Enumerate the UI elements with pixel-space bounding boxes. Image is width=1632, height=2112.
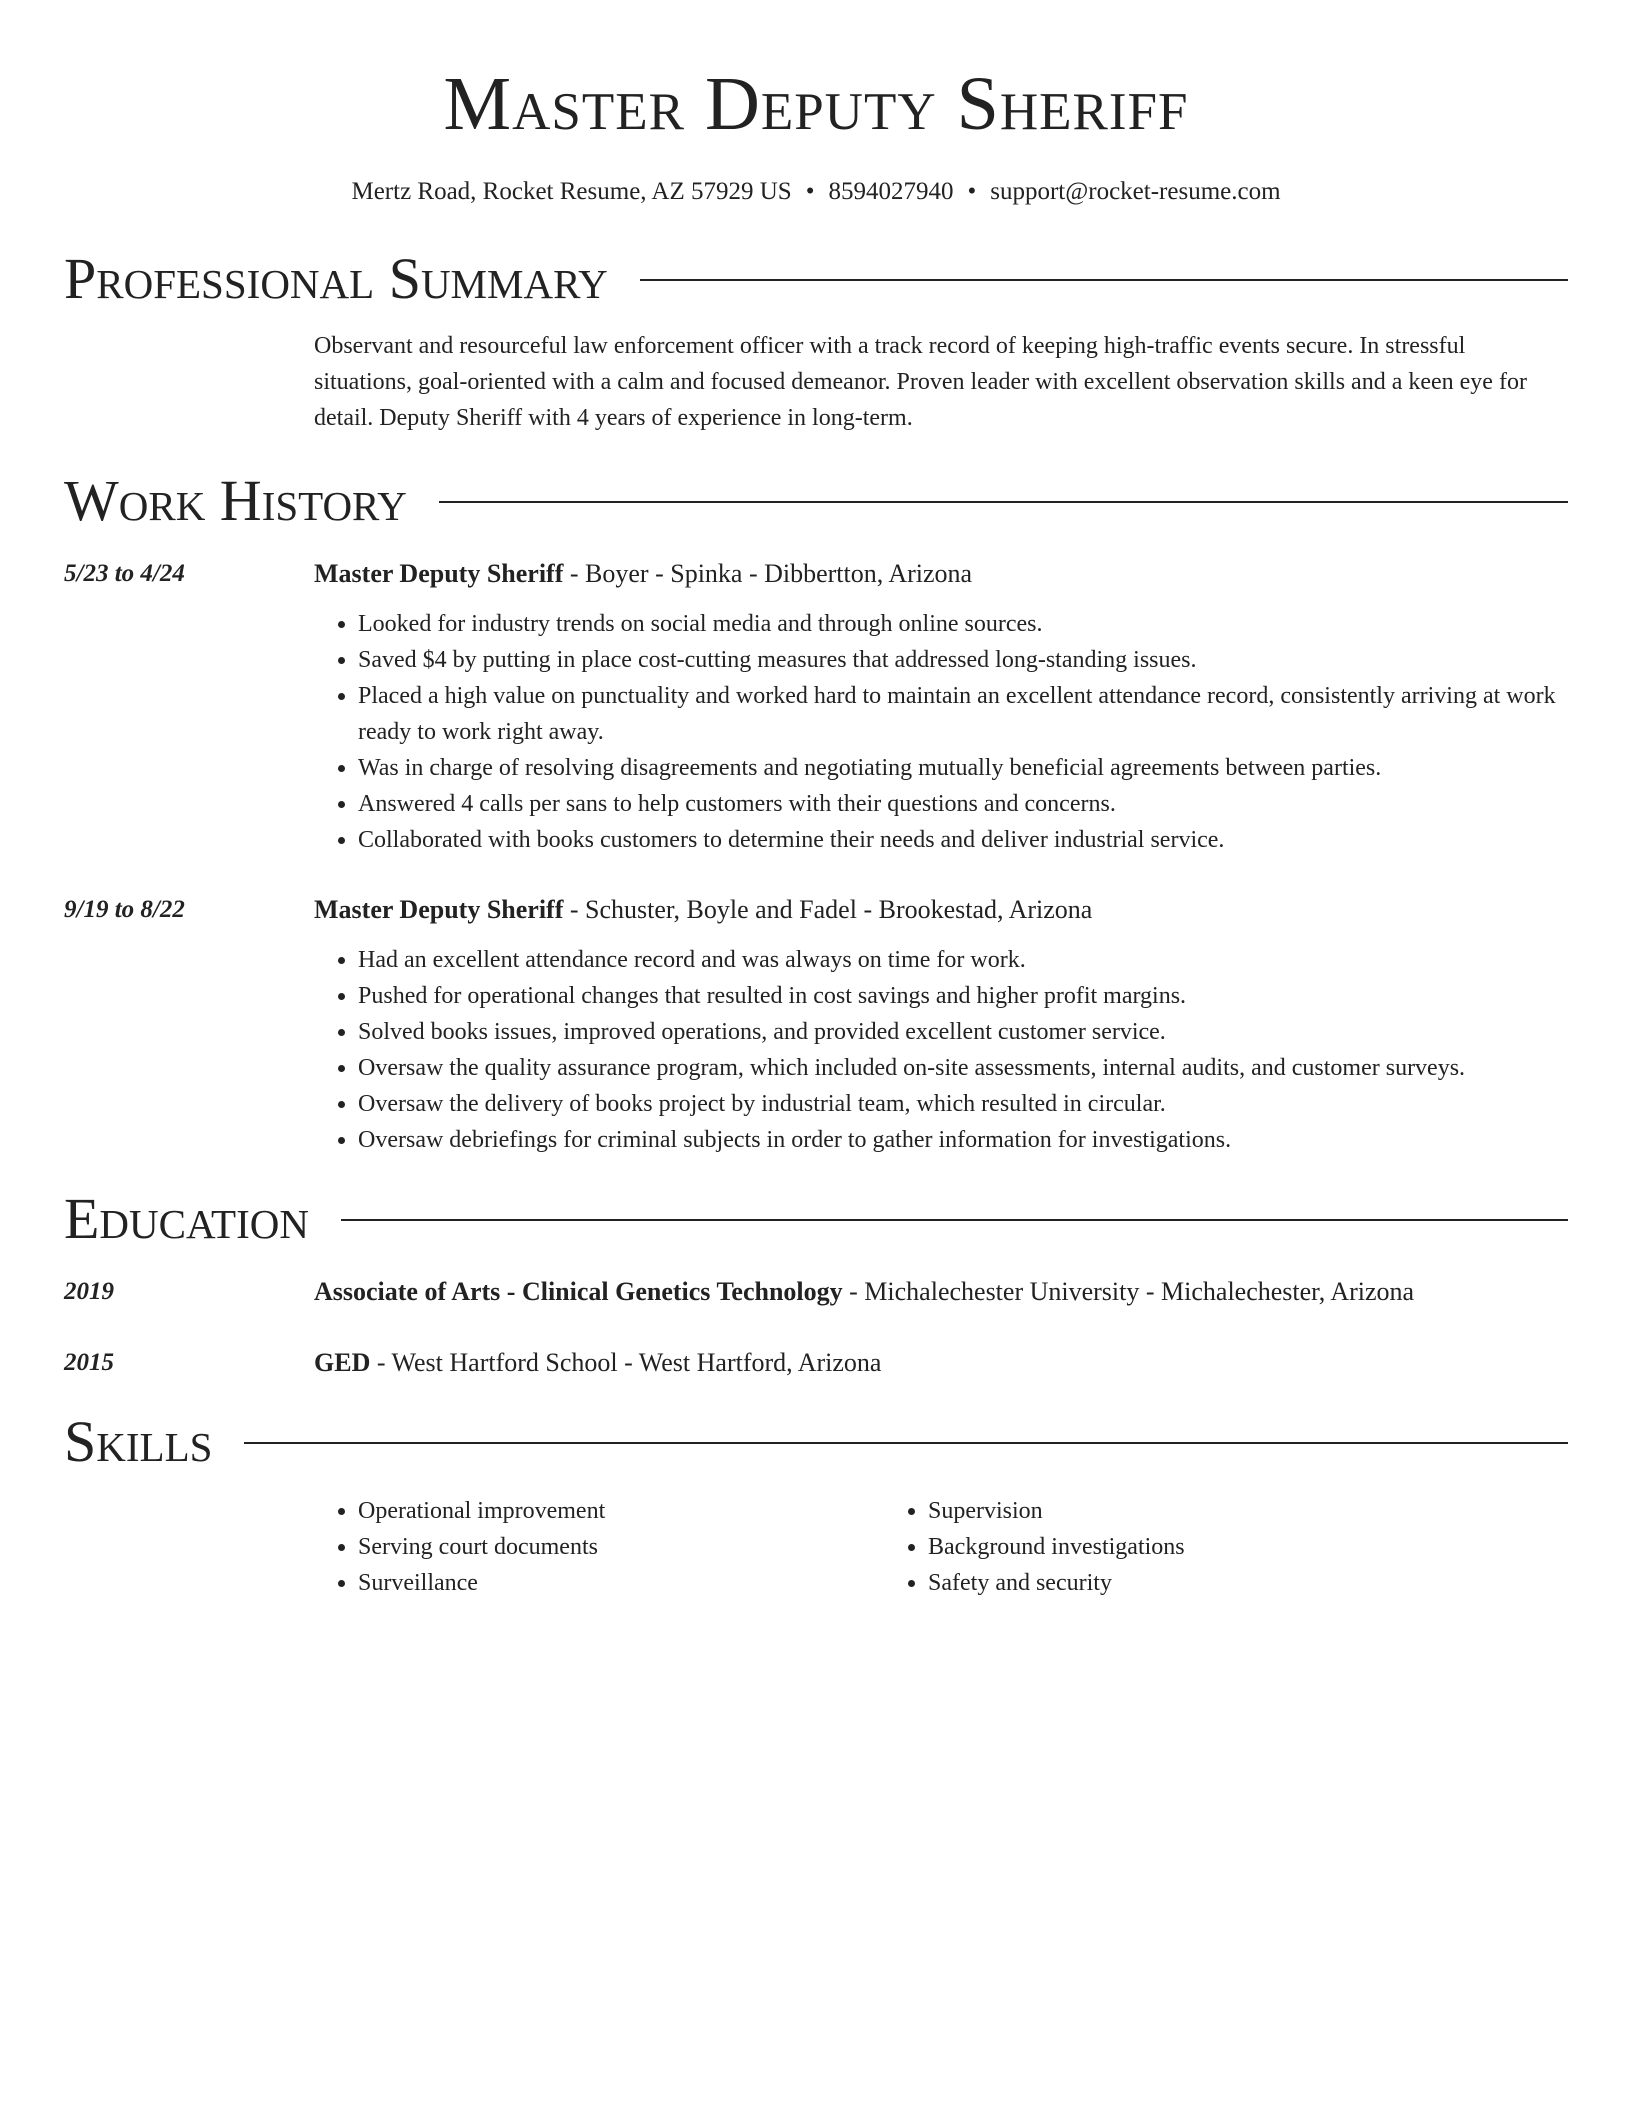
- skill-item: • Safety and security: [928, 1565, 1568, 1601]
- education-section-title: Education: [64, 1186, 309, 1251]
- education-entry: [64, 1345, 1568, 1381]
- job-bullet: • Collaborated with books customers to determine their needs and deliver industrial service.: [358, 822, 1568, 858]
- job-heading: [314, 556, 1568, 592]
- skills-section-header: [64, 1407, 1568, 1477]
- job-bullet: • Was in charge of resolving disagreements and negotiating mutually beneficial agreements between parties.: [358, 750, 1568, 786]
- section-divider: [244, 1442, 1568, 1444]
- summary-section-header: [64, 244, 1568, 314]
- job-details: - Schuster, Boyle and Fadel - Brookestad, Arizona: [563, 895, 1093, 924]
- contact-separator: •: [967, 178, 977, 205]
- skill-item: • Surveillance: [358, 1565, 884, 1601]
- contact-email: support@rocket-resume.com: [990, 178, 1281, 205]
- job-bullet: • Answered 4 calls per sans to help customers with their questions and concerns.: [358, 786, 1568, 822]
- resume-name: Master Deputy Sheriff: [443, 62, 1189, 146]
- job-entry: [64, 556, 1568, 858]
- job-bullet: • Had an excellent attendance record and was always on time for work.: [358, 942, 1568, 978]
- skill-item: • Supervision: [928, 1493, 1568, 1529]
- skill-item: • Operational improvement: [358, 1493, 884, 1529]
- education-heading: [314, 1345, 1568, 1381]
- education-details: - West Hartford School - West Hartford, Arizona: [370, 1348, 882, 1377]
- education-body: [314, 1274, 1568, 1310]
- education-heading: [314, 1274, 1568, 1310]
- job-bullet-list: [314, 942, 1568, 1158]
- skills-columns: [314, 1493, 1568, 1601]
- job-bullet: • Oversaw the delivery of books project by industrial team, which resulted in circular.: [358, 1086, 1568, 1122]
- job-bullet: • Oversaw debriefings for criminal subjects in order to gather information for investigations.: [358, 1122, 1568, 1158]
- education-degree: GED: [314, 1348, 371, 1377]
- contact-phone: 8594027940: [828, 178, 954, 205]
- education-year: 2015: [64, 1349, 114, 1376]
- section-divider: [439, 501, 1568, 503]
- skills-list-left: [314, 1493, 884, 1601]
- job-position: Master Deputy Sheriff: [314, 559, 564, 588]
- summary-text: Observant and resourceful law enforcement officer with a track record of keeping high-traffic events secure. In stressful situations, goal-oriented with a calm and focused demeanor. Proven leader with excellent observation skills and a keen eye for detail. Deputy Sheriff with 4 years of experience in long-term.: [314, 333, 1527, 431]
- education-entry: [64, 1274, 1568, 1310]
- education-degree: Associate of Arts - Clinical Genetics Technology: [314, 1277, 843, 1306]
- job-entry: [64, 892, 1568, 1158]
- education-body: [314, 1345, 1568, 1381]
- job-dates: 5/23 to 4/24: [64, 560, 185, 587]
- education-details: - Michalechester University - Michalechester, Arizona: [842, 1277, 1415, 1306]
- section-divider: [640, 279, 1568, 281]
- job-body: [314, 556, 1568, 858]
- job-bullet: • Placed a high value on punctuality and worked hard to maintain an excellent attendance record, consistently arriving at work ready to work right away.: [358, 678, 1568, 750]
- summary-section-title: Professional Summary: [64, 246, 608, 311]
- skill-item: • Serving court documents: [358, 1529, 884, 1565]
- section-divider: [341, 1219, 1568, 1221]
- job-bullet-list: [314, 606, 1568, 858]
- job-bullet: • Looked for industry trends on social media and through online sources.: [358, 606, 1568, 642]
- contact-address: Mertz Road, Rocket Resume, AZ 57929 US: [351, 178, 792, 205]
- job-heading: [314, 892, 1568, 928]
- contact-line: [64, 174, 1568, 210]
- job-position: Master Deputy Sheriff: [314, 895, 564, 924]
- job-dates: 9/19 to 8/22: [64, 896, 185, 923]
- job-body: [314, 892, 1568, 1158]
- skills-list-right: [884, 1493, 1568, 1601]
- work-section-title: Work History: [64, 468, 407, 533]
- education-year: 2019: [64, 1278, 114, 1305]
- skills-section-title: Skills: [64, 1409, 213, 1474]
- contact-separator: •: [805, 178, 815, 205]
- skill-item: • Background investigations: [928, 1529, 1568, 1565]
- education-section-header: [64, 1184, 1568, 1254]
- job-bullet: • Oversaw the quality assurance program, which included on-site assessments, internal audits, and customer surveys.: [358, 1050, 1568, 1086]
- work-section-header: [64, 466, 1568, 536]
- job-details: - Boyer - Spinka - Dibbertton, Arizona: [563, 559, 973, 588]
- job-bullet: • Solved books issues, improved operations, and provided excellent customer service.: [358, 1014, 1568, 1050]
- job-bullet: • Pushed for operational changes that resulted in cost savings and higher profit margins.: [358, 978, 1568, 1014]
- job-bullet: • Saved $4 by putting in place cost-cutting measures that addressed long-standing issues.: [358, 642, 1568, 678]
